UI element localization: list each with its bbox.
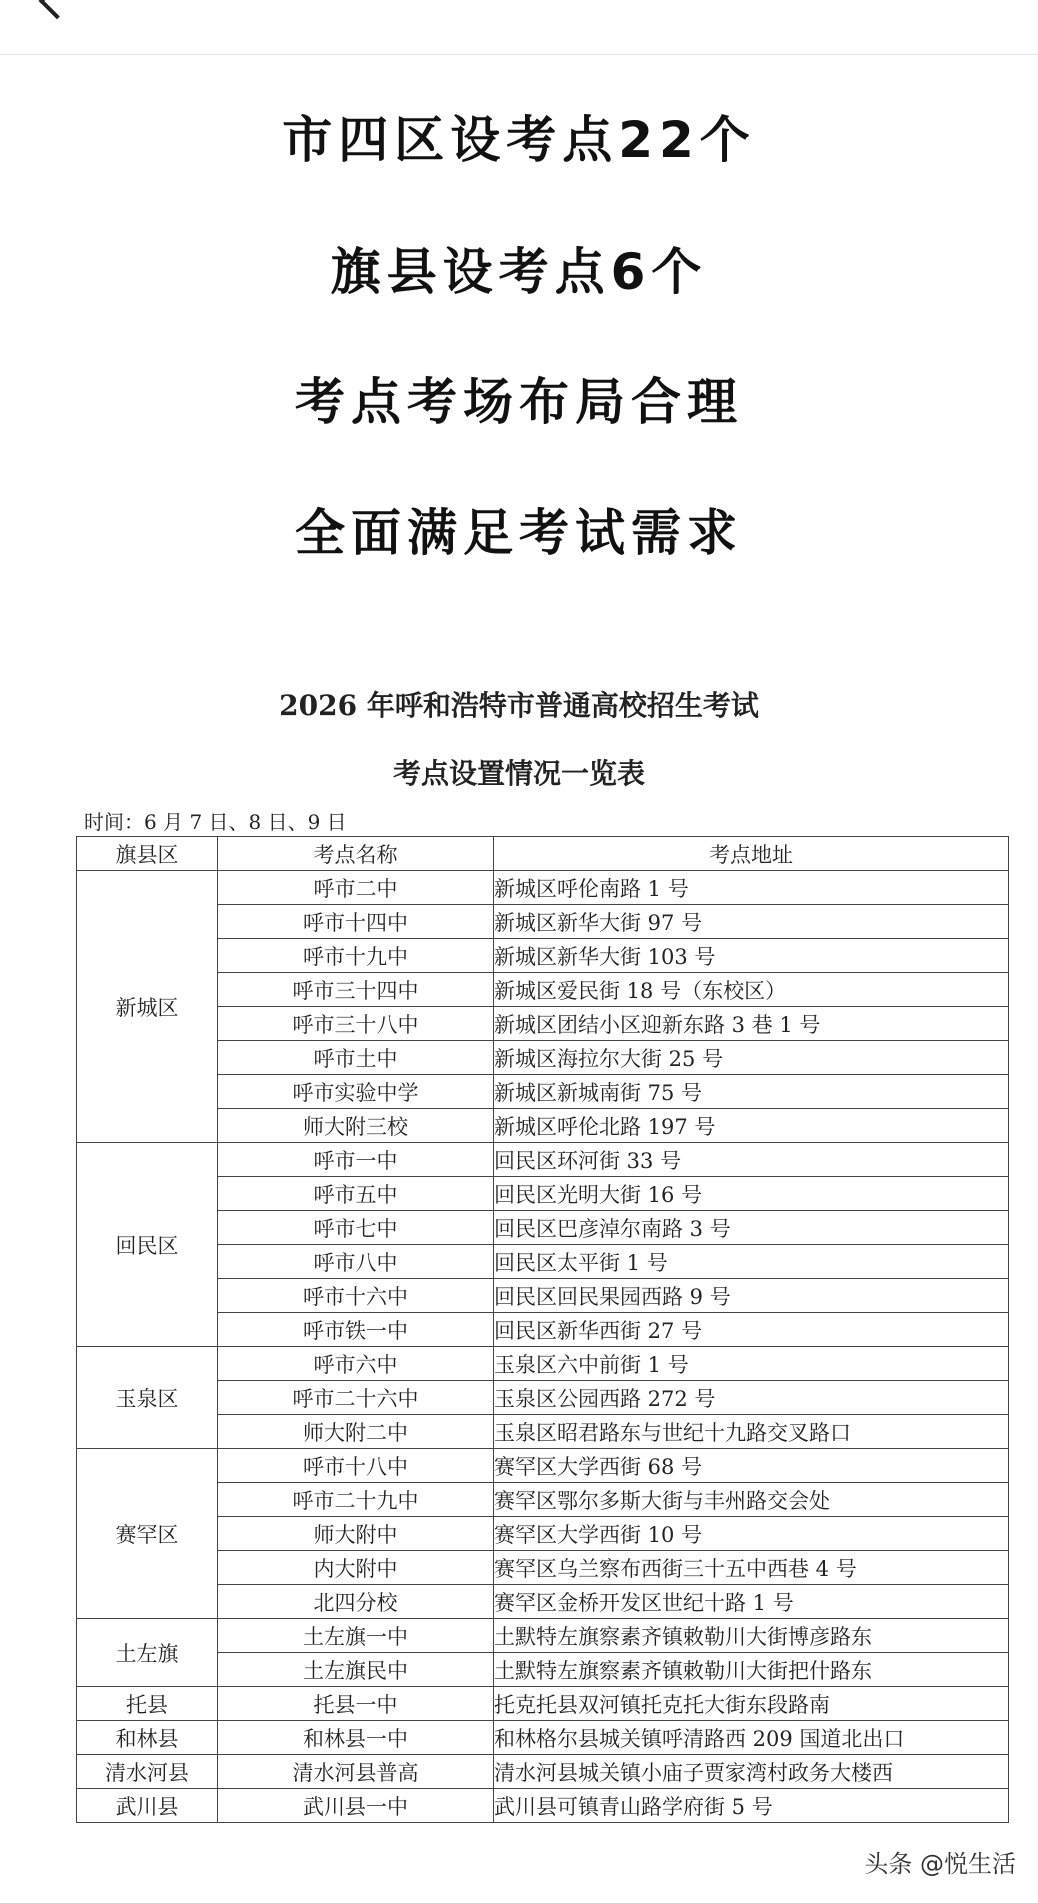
site-address-cell: 土默特左旗察素齐镇敕勒川大街博彦路东 (494, 1619, 1009, 1653)
site-address-cell: 玉泉区六中前街 1 号 (494, 1347, 1009, 1381)
headline-4: 全面满足考试需求 (295, 504, 743, 562)
site-address-cell: 赛罕区金桥开发区世纪十路 1 号 (494, 1585, 1009, 1619)
top-bar (0, 0, 1038, 55)
site-name-cell: 呼市三十四中 (218, 973, 494, 1007)
district-cell: 土左旗 (77, 1619, 218, 1687)
site-name-cell: 内大附中 (218, 1551, 494, 1585)
site-address-cell: 托克托县双河镇托克托大街东段路南 (494, 1687, 1009, 1721)
site-name-cell: 呼市五中 (218, 1177, 494, 1211)
site-address-cell: 新城区爱民街 18 号（东校区） (494, 973, 1009, 1007)
district-cell: 托县 (77, 1687, 218, 1721)
header-site-name: 考点名称 (218, 837, 494, 871)
table-row (77, 1449, 1009, 1483)
site-address-cell: 和林格尔县城关镇呼清路西 209 国道北出口 (494, 1721, 1009, 1755)
table-body (77, 871, 1009, 1823)
site-address-cell: 土默特左旗察素齐镇敕勒川大街把什路东 (494, 1653, 1009, 1687)
site-name-cell: 呼市三十八中 (218, 1007, 494, 1041)
site-name-cell: 呼市十四中 (218, 905, 494, 939)
table-header-row (77, 837, 1009, 871)
site-address-cell: 玉泉区公园西路 272 号 (494, 1381, 1009, 1415)
site-name-cell: 呼市铁一中 (218, 1313, 494, 1347)
site-name-cell: 呼市十六中 (218, 1279, 494, 1313)
exam-time: 时间：6 月 7 日、8 日、9 日 (84, 810, 347, 834)
watermark: 头条 @悦生活 (864, 1850, 1016, 1878)
site-address-cell: 回民区新华西街 27 号 (494, 1313, 1009, 1347)
site-name-cell: 北四分校 (218, 1585, 494, 1619)
site-address-cell: 回民区太平街 1 号 (494, 1245, 1009, 1279)
site-name-cell: 呼市六中 (218, 1347, 494, 1381)
headline-3: 考点考场布局合理 (295, 373, 743, 431)
table-row (77, 1755, 1009, 1789)
site-address-cell: 新城区呼伦北路 197 号 (494, 1109, 1009, 1143)
site-name-cell: 呼市土中 (218, 1041, 494, 1075)
table-row (77, 1789, 1009, 1823)
site-address-cell: 武川县可镇青山路学府街 5 号 (494, 1789, 1009, 1823)
site-address-cell: 新城区新华大街 97 号 (494, 905, 1009, 939)
site-name-cell: 呼市一中 (218, 1143, 494, 1177)
site-name-cell: 师大附中 (218, 1517, 494, 1551)
exam-sites-table (76, 836, 1009, 1823)
site-name-cell: 呼市二中 (218, 871, 494, 905)
site-name-cell: 武川县一中 (218, 1789, 494, 1823)
site-address-cell: 新城区呼伦南路 1 号 (494, 871, 1009, 905)
header-district: 旗县区 (77, 837, 218, 871)
header-site-address: 考点地址 (494, 837, 1009, 871)
back-arrow-icon[interactable] (39, 0, 76, 19)
headline-2: 旗县设考点6个 (330, 243, 708, 301)
site-name-cell: 呼市实验中学 (218, 1075, 494, 1109)
table-row (77, 1687, 1009, 1721)
headline-1: 市四区设考点22个 (282, 111, 756, 169)
site-address-cell: 赛罕区大学西街 68 号 (494, 1449, 1009, 1483)
table-row (77, 871, 1009, 905)
table-row (77, 1143, 1009, 1177)
site-address-cell: 新城区新城南街 75 号 (494, 1075, 1009, 1109)
site-name-cell: 清水河县普高 (218, 1755, 494, 1789)
site-address-cell: 赛罕区大学西街 10 号 (494, 1517, 1009, 1551)
site-name-cell: 托县一中 (218, 1687, 494, 1721)
site-name-cell: 呼市八中 (218, 1245, 494, 1279)
site-name-cell: 呼市二十六中 (218, 1381, 494, 1415)
site-address-cell: 清水河县城关镇小庙子贾家湾村政务大楼西 (494, 1755, 1009, 1789)
district-cell: 新城区 (77, 871, 218, 1143)
district-cell: 回民区 (77, 1143, 218, 1347)
site-name-cell: 土左旗民中 (218, 1653, 494, 1687)
site-address-cell: 赛罕区鄂尔多斯大街与丰州路交会处 (494, 1483, 1009, 1517)
district-cell: 武川县 (77, 1789, 218, 1823)
site-address-cell: 回民区巴彦淖尔南路 3 号 (494, 1211, 1009, 1245)
site-name-cell: 土左旗一中 (218, 1619, 494, 1653)
site-address-cell: 新城区海拉尔大街 25 号 (494, 1041, 1009, 1075)
district-cell: 玉泉区 (77, 1347, 218, 1449)
site-address-cell: 回民区光明大街 16 号 (494, 1177, 1009, 1211)
site-name-cell: 师大附二中 (218, 1415, 494, 1449)
document-subtitle: 考点设置情况一览表 (392, 757, 645, 790)
document-title: 2026 年呼和浩特市普通高校招生考试 (279, 689, 759, 722)
site-name-cell: 师大附三校 (218, 1109, 494, 1143)
site-name-cell: 呼市二十九中 (218, 1483, 494, 1517)
district-cell: 赛罕区 (77, 1449, 218, 1619)
district-cell: 和林县 (77, 1721, 218, 1755)
site-address-cell: 玉泉区昭君路东与世纪十九路交叉路口 (494, 1415, 1009, 1449)
site-name-cell: 呼市七中 (218, 1211, 494, 1245)
site-name-cell: 呼市十九中 (218, 939, 494, 973)
site-name-cell: 呼市十八中 (218, 1449, 494, 1483)
site-address-cell: 新城区新华大街 103 号 (494, 939, 1009, 973)
district-cell: 清水河县 (77, 1755, 218, 1789)
table-row (77, 1347, 1009, 1381)
site-address-cell: 新城区团结小区迎新东路 3 巷 1 号 (494, 1007, 1009, 1041)
site-name-cell: 和林县一中 (218, 1721, 494, 1755)
site-address-cell: 回民区环河街 33 号 (494, 1143, 1009, 1177)
table-row (77, 1619, 1009, 1653)
site-address-cell: 赛罕区乌兰察布西街三十五中西巷 4 号 (494, 1551, 1009, 1585)
table-row (77, 1721, 1009, 1755)
site-address-cell: 回民区回民果园西路 9 号 (494, 1279, 1009, 1313)
